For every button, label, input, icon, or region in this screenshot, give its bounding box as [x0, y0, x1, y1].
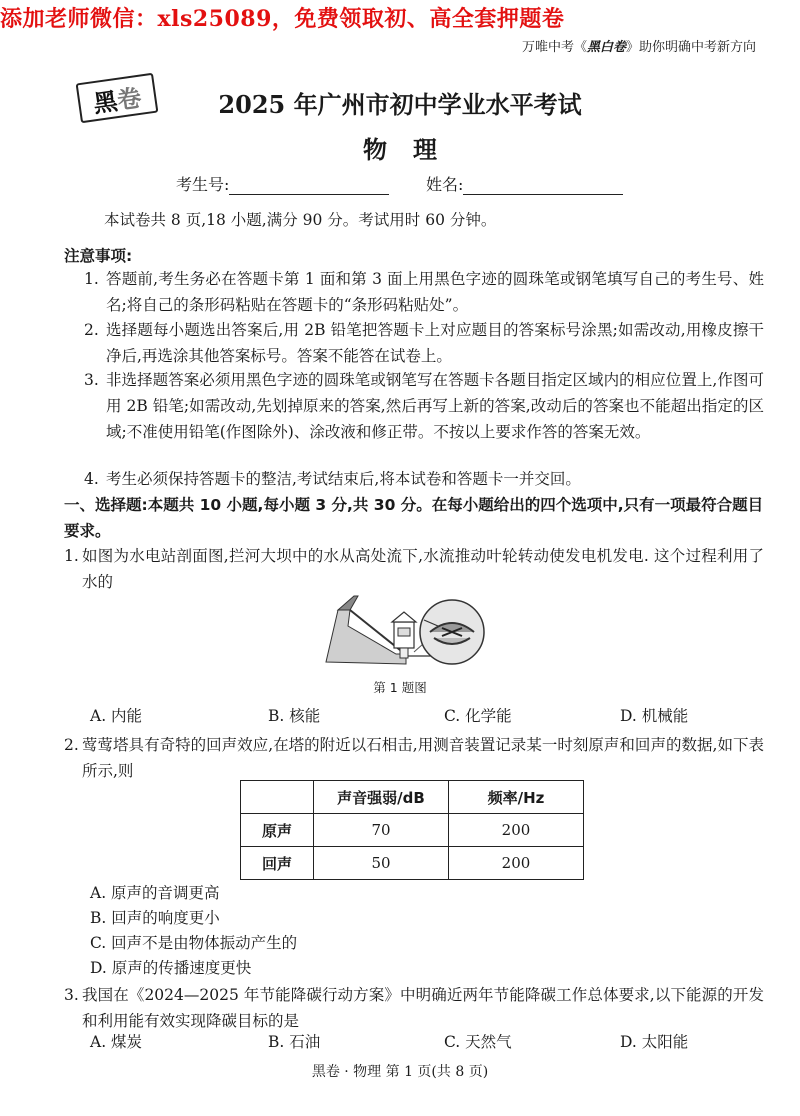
notice-item-number: 2.: [84, 321, 99, 339]
option-b: B. 核能: [268, 707, 321, 725]
slogan-brand: 黑白卷: [586, 40, 626, 55]
notice-item-number: 3.: [84, 371, 99, 389]
slogan-post: 》助你明确中考新方向: [625, 40, 756, 55]
generator-roof: [392, 612, 416, 622]
question-number: 3.: [64, 986, 79, 1004]
table-cell: 200: [449, 814, 584, 847]
question-stem: 我国在《2024—2025 年节能降碳行动方案》中明确近两年节能降碳工作总体要求,以下能源的开发和利用能有效实现降碳目标的是: [82, 986, 764, 1030]
promo-banner: 添加老师微信：xls25089，免费领取初、高全套押题卷: [0, 6, 565, 32]
table-row: [241, 814, 584, 847]
name-blank: [463, 177, 623, 195]
sound-data-table: [240, 780, 584, 880]
table-header-row: [241, 781, 584, 814]
option-b: B. 回声的响度更小: [90, 909, 220, 927]
option-d: D. 原声的传播速度更快: [90, 959, 252, 977]
header-slogan: [522, 36, 756, 55]
badge-char-b: 卷: [115, 82, 144, 115]
table-header-cell: 声音强弱/dB: [314, 781, 449, 814]
table-cell: 200: [449, 847, 584, 880]
table-cell: 50: [314, 847, 449, 880]
notice-item: [84, 466, 764, 492]
slogan-pre: 万唯中考《: [521, 40, 587, 55]
notice-item: [84, 317, 764, 369]
badge-char-a: 黑: [91, 85, 120, 118]
option-c: C. 化学能: [444, 707, 512, 725]
notice-item-text: 答题前,考生务必在答题卡第 1 面和第 3 面上用黑色字迹的圆珠笔或钢笔填写自己的考生号、姓名;将自己的条形码粘贴在答题卡的“条形码粘贴处”。: [106, 270, 764, 314]
notice-item: [84, 266, 764, 318]
exam-number-blank: [229, 177, 389, 195]
option-a: A. 原声的音调更高: [90, 884, 220, 902]
exam-number-label: 考生号:: [176, 175, 230, 194]
question-stem: 如图为水电站剖面图,拦河大坝中的水从高处流下,水流推动叶轮转动使发电机发电. 这个过程利用了水的: [82, 547, 764, 591]
option-a: A. 内能: [90, 707, 143, 725]
table-header-cell: 频率/Hz: [449, 781, 584, 814]
table-cell: 原声: [241, 814, 314, 847]
notice-heading: 注意事项:: [64, 247, 133, 265]
paper-intro: 本试卷共 8 页,18 小题,满分 90 分。考试用时 60 分钟。: [104, 211, 497, 229]
question-number: 1.: [64, 547, 79, 565]
dam-crest: [338, 596, 358, 610]
option-c: C. 天然气: [444, 1033, 512, 1051]
table-cell: 回声: [241, 847, 314, 880]
hydropower-station-figure: [324, 592, 496, 672]
section-one-heading: 一、选择题:本题共 10 小题,每小题 3 分,共 30 分。在每小题给出的四个选项中,只有一项最符合题目要求。: [64, 496, 764, 540]
notice-item-text: 选择题每小题选出答案后,用 2B 铅笔把答题卡上对应题目的答案标号涂黑;如需改动,用橡皮擦干净后,再选涂其他答案标号。答案不能答在试卷上。: [106, 321, 764, 365]
question-stem: 莺莺塔具有奇特的回声效应,在塔的附近以石相击,用测音装置记录某一时刻原声和回声的数据,如下表所示,则: [82, 736, 764, 780]
notice-item-number: 4.: [84, 470, 99, 488]
table-cell: 70: [314, 814, 449, 847]
name-field: [426, 172, 623, 195]
notice-item: [84, 367, 764, 445]
notice-item-text: 考生必须保持答题卡的整洁,考试结束后,将本试卷和答题卡一并交回。: [106, 470, 581, 488]
option-a: A. 煤炭: [90, 1033, 143, 1051]
question-3: [64, 982, 764, 1034]
name-label: 姓名:: [426, 175, 464, 194]
option-c: C. 回声不是由物体振动产生的: [90, 934, 298, 952]
generator: [398, 628, 410, 636]
notice-item-text: 非选择题答案必须用黑色字迹的圆珠笔或钢笔写在答题卡各题目指定区域内的相应位置上,作图可用 2B 铅笔;如需改动,先划掉原来的答案,然后再写上新的答案,改动后的答案也不能超出指定的区域;不准使用铅笔(作图除外)、涂改液和修正带。不按以上要求作答的答案无效。: [106, 371, 764, 441]
table-row: [241, 847, 584, 880]
exam-title: 2025 年广州市初中学业水平考试: [218, 90, 582, 119]
question-number: 2.: [64, 736, 79, 754]
option-b: B. 石油: [268, 1033, 321, 1051]
table-header-cell: [241, 781, 314, 814]
page-footer: 黑卷 · 物理 第 1 页(共 8 页): [311, 1064, 489, 1080]
turbine-housing: [400, 648, 408, 658]
exam-number-field: [176, 172, 389, 195]
subject-title: 物理: [363, 135, 463, 164]
question-1: [64, 543, 764, 595]
option-d: D. 太阳能: [620, 1033, 689, 1051]
notice-item-number: 1.: [84, 270, 99, 288]
option-d: D. 机械能: [620, 707, 689, 725]
figure-1-caption: 第 1 题图: [373, 680, 427, 695]
question-2: [64, 732, 764, 784]
